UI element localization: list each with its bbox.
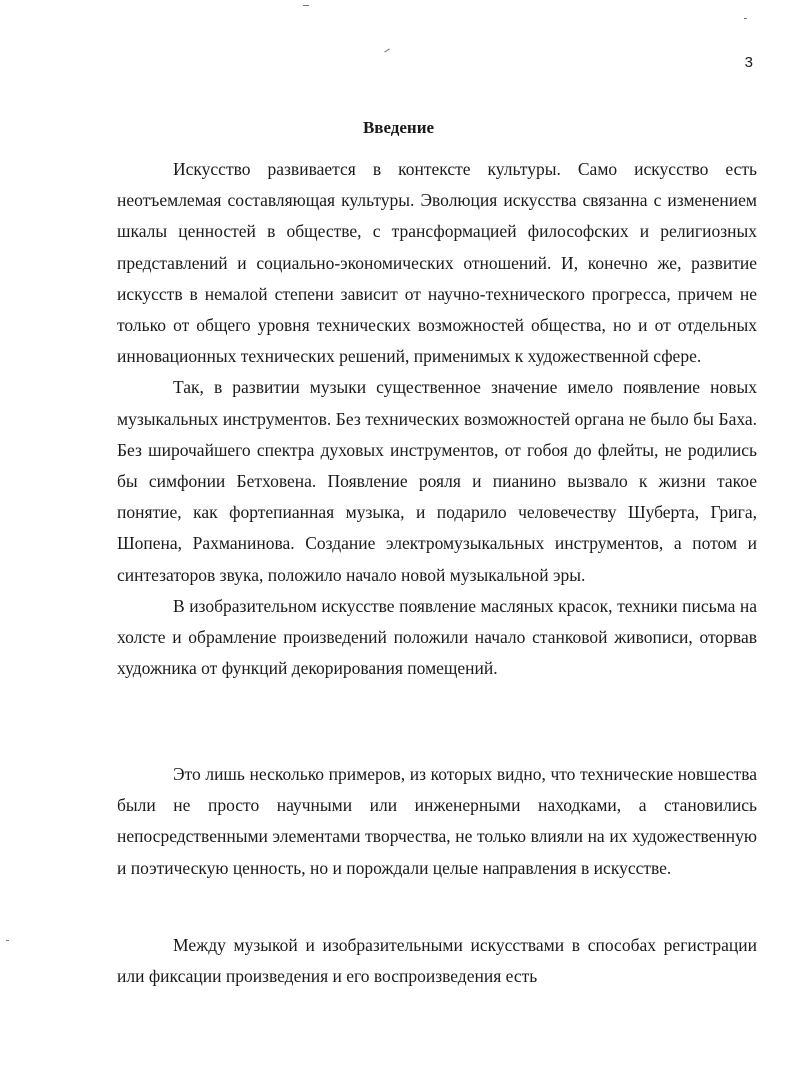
paragraph-block — [117, 759, 757, 884]
paragraph-block — [117, 154, 757, 684]
scan-mark — [303, 5, 309, 6]
paragraph-1: Искусство развивается в контексте культуры. Само искусство есть неотъемлемая составляющая культуры. Эволюция искусства связанна с изменением шкалы ценностей в обществе, с трансформацией философских и религиозных представлений и социально-экономических отношений. И, конечно же, развитие искусств в немалой степени зависит от научно-технического прогресса, причем не только от общего уровня технических возможностей общества, но и от отдельных инновационных технических решений, применимых к художественной сфере. — [117, 159, 757, 367]
scan-mark — [6, 940, 9, 941]
scan-mark — [744, 18, 747, 19]
page-number: 3 — [744, 54, 753, 71]
paragraph-2: Так, в развитии музыки существенное значение имело появление новых музыкальных инструментов. Без технических возможностей органа не было бы Баха. Без широчайшего спектра духовых инструментов, от гобоя до флейты, не родились бы симфонии Бетховена. Появление рояля и пианино вызвало к жизни такое понятие, как фортепианная музыка, и подарило человечеству Шуберта, Грига, Шопена, Рахманинова. Создание электромузыкальных инструментов, а потом и синтезаторов звука, положило начало новой музыкальной эры. — [117, 377, 757, 585]
paragraph-3: В изобразительном искусстве появление масляных красок, техники письма на холсте и обрамление произведений положили начало станковой живописи, оторвав художника от функций декорирования помещений. — [117, 595, 757, 679]
paragraph-block — [117, 930, 757, 992]
paragraph-4: Это лишь несколько примеров, из которых видно, что технические новшества были не просто научными или инженерными находками, а становились непосредственными элементами творчества, не только влияли на их художественную и поэтическую ценность, но и порождали целые направления в искусстве. — [117, 764, 757, 878]
scan-mark — [384, 48, 389, 52]
section-title: Введение — [362, 118, 435, 137]
paragraph-5: Между музыкой и изобразительными искусствами в способах регистрации или фиксации произведения и его воспроизведения есть — [117, 935, 757, 987]
